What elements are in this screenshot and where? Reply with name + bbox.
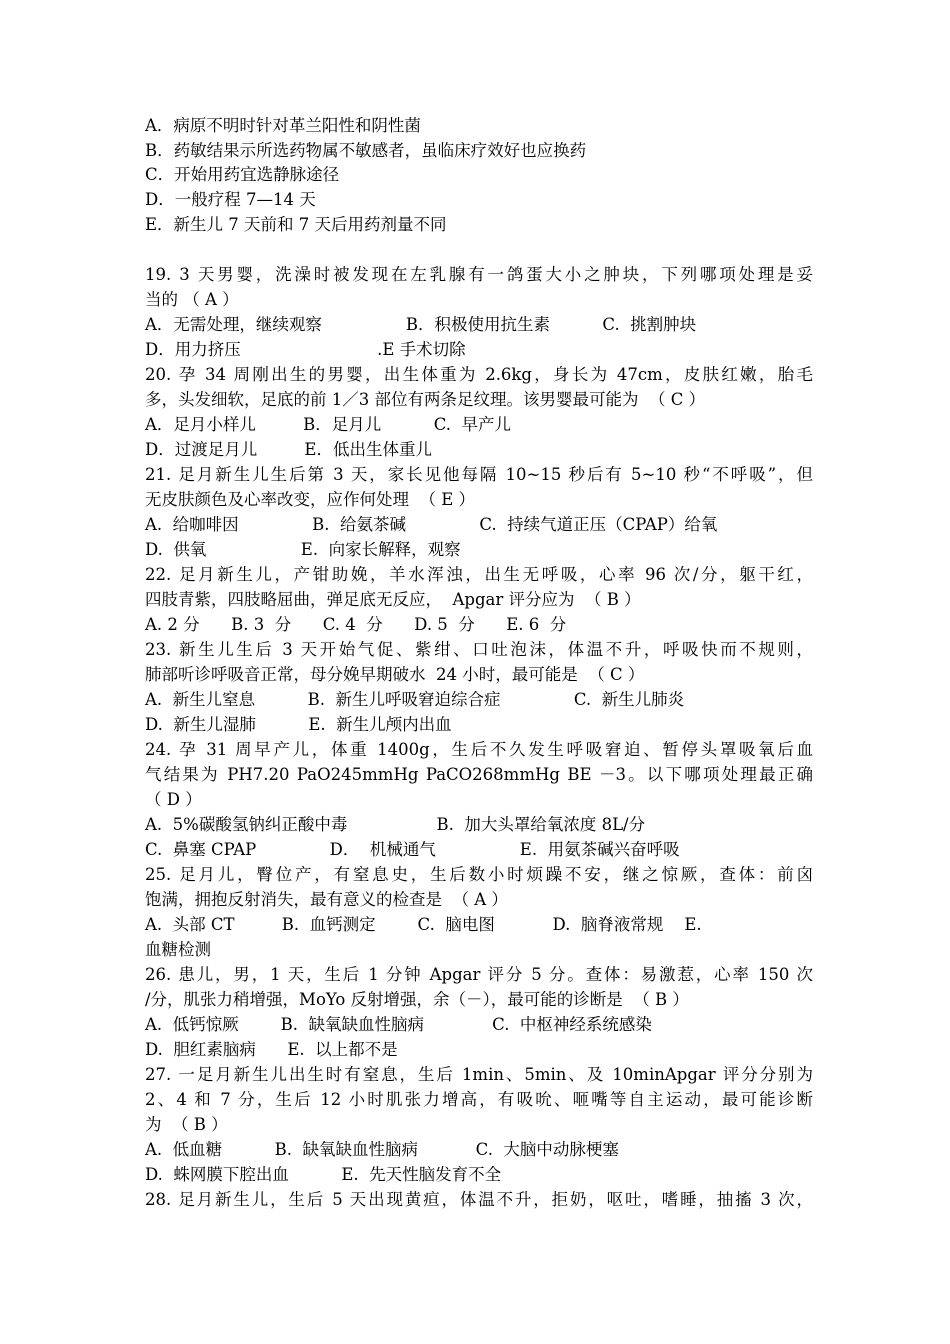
question-27-options: D. 蛛网膜下腔出血 E. 先天性脑发育不全: [145, 1165, 502, 1184]
text-line: E．新生儿 7 天前和 7 天后用药剂量不同: [145, 215, 447, 234]
question-26-line-2: /分，肌张力稍增强，MoYo 反射增强，余（－），最可能的诊断是 （ B ）: [145, 990, 689, 1009]
text-line: B．药敏结果示所选药物属不敏感者，虽临床疗效好也应换药: [145, 141, 587, 160]
question-21-options: A. 给咖啡因 B. 给氨茶碱 C. 持续气道正压（CPAP）给氧: [145, 515, 718, 534]
question-26-options: D. 胆红素脑病 E. 以上都不是: [145, 1040, 398, 1059]
question-20-line-2: 多，头发细软，足底的前 1／3 部位有两条足纹理。该男婴最可能为 （ C ）: [145, 390, 706, 409]
question-22-line-2: 四肢青紫，四肢略屈曲，弹足底无反应， Apgar 评分应为 （ B ）: [145, 590, 641, 609]
text-line: D．一般疗程 7—14 天: [145, 190, 316, 209]
question-25-options: 血糖检测: [145, 940, 211, 959]
question-20-options: D．过渡足月儿 E．低出生体重儿: [145, 440, 432, 459]
question-21-options: D. 供氧 E. 向家长解释，观察: [145, 540, 461, 559]
question-27-line-1: 27. 一足月新生儿出生时有窒息，生后 1min、5min、及 10minApgar 评分分别为: [145, 1065, 813, 1084]
question-19-line-2: 当的 （ A ）: [145, 290, 239, 309]
question-22-line-1: 22. 足月新生儿，产钳助娩，羊水浑浊，出生无呼吸，心率 96 次/分，躯干红，: [145, 565, 813, 584]
question-24-line-2: 气结果为 PH7.20 PaO245mmHg PaCO268mmHg BE －3。以下哪项处理最正确: [145, 765, 813, 784]
question-19-line-1: 19. 3 天男婴，洗澡时被发现在左乳腺有一鸽蛋大小之肿块，下列哪项处理是妥: [145, 265, 813, 284]
text-line: C．开始用药宜选静脉途径: [145, 165, 340, 184]
question-21-line-1: 21. 足月新生儿生后第 3 天，家长见他每隔 10~15 秒后有 5~10 秒“不呼吸”，但: [145, 465, 813, 484]
question-21-line-2: 无皮肤颜色及心率改变，应作何处理 （ E ）: [145, 490, 476, 509]
text-line: A．病原不明时针对革兰阳性和阴性菌: [145, 116, 421, 135]
question-27-answer: 为 （ B ）: [145, 1115, 228, 1134]
question-27-options: A. 低血糖 B. 缺氧缺血性脑病 C. 大脑中动脉梗塞: [145, 1140, 619, 1159]
question-26-options: A. 低钙惊厥 B. 缺氧缺血性脑病 C. 中枢神经系统感染: [145, 1015, 652, 1034]
question-24-answer: （ D ）: [145, 790, 202, 809]
question-24-options: A. 5%碳酸氢钠纠正酸中毒 B. 加大头罩给氧浓度 8L/分: [145, 815, 646, 834]
question-20-line-1: 20. 孕 34 周刚出生的男婴，出生体重为 2.6kg，身长为 47cm，皮肤红嫩，胎毛: [145, 365, 813, 384]
question-24-line-1: 24. 孕 31 周早产儿，体重 1400g，生后不久发生呼吸窘迫、暂停头罩吸氧后血: [145, 740, 813, 759]
question-28-line-1: 28. 足月新生儿，生后 5 天出现黄疸，体温不升，拒奶，呕吐，嗜睡，抽搐 3 次，: [145, 1190, 813, 1209]
question-19-options: D．用力挤压 .E 手术切除: [145, 340, 466, 359]
question-19-options: A．无需处理，继续观察 B．积极使用抗生素 C. 挑割肿块: [145, 315, 697, 334]
question-20-options: A．足月小样儿 B．足月儿 C. 早产儿: [145, 415, 511, 434]
question-22-options: A. 2 分 B. 3 分 C. 4 分 D. 5 分 E. 6 分: [145, 615, 567, 634]
question-23-line-2: 肺部听诊呼吸音正常，母分娩早期破水 24 小时，最可能是 （ C ）: [145, 665, 645, 684]
question-25-options: A. 头部 CT B. 血钙测定 C. 脑电图 D. 脑脊液常规 E.: [145, 915, 702, 934]
question-25-line-2: 饱满，拥抱反射消失，最有意义的检查是 （ A ）: [145, 890, 508, 909]
question-27-line-2: 2、4 和 7 分，生后 12 小时肌张力增高，有吸吮、咂嘴等自主运动，最可能诊断: [145, 1090, 813, 1109]
question-23-options: D. 新生儿湿肺 E. 新生儿颅内出血: [145, 715, 452, 734]
question-25-line-1: 25. 足月儿，臀位产，有窒息史，生后数小时烦躁不安，继之惊厥，查体：前囟: [145, 865, 813, 884]
question-24-options: C. 鼻塞 CPAP D． 机械通气 E. 用氨茶碱兴奋呼吸: [145, 840, 680, 859]
question-26-line-1: 26. 患儿，男，1 天，生后 1 分钟 Apgar 评分 5 分。查体：易激惹，心率 150 次: [145, 965, 813, 984]
question-23-options: A. 新生儿窒息 B. 新生儿呼吸窘迫综合症 C. 新生儿肺炎: [145, 690, 685, 709]
question-23-line-1: 23. 新生儿生后 3 天开始气促、紫绀、口吐泡沫，体温不升，呼吸快而不规则，: [145, 640, 813, 659]
